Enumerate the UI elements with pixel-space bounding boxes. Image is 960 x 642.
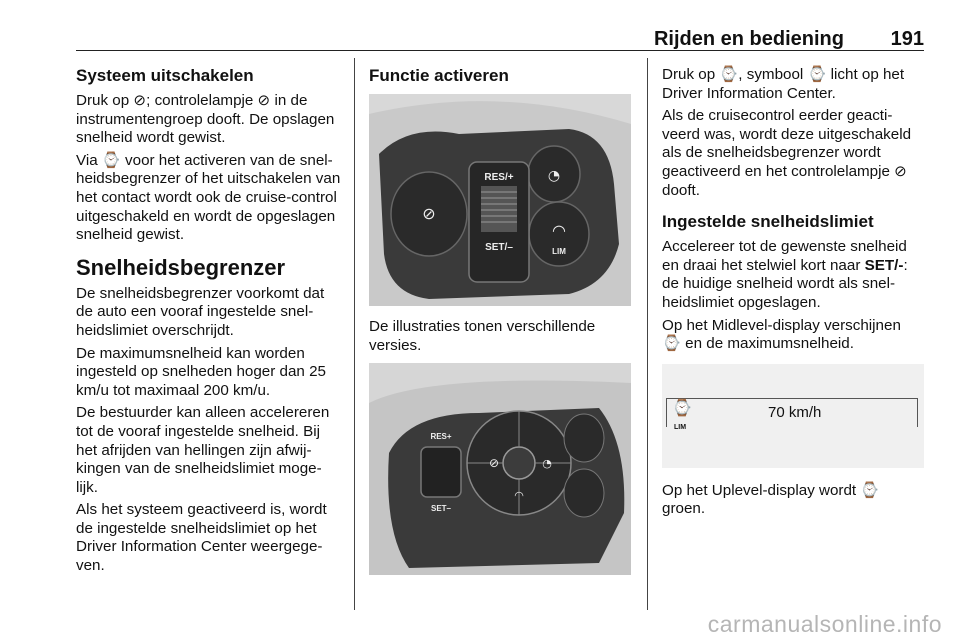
- header-rule: [76, 50, 924, 51]
- heading-activate: Functie activeren: [369, 66, 509, 85]
- heading-speed-limiter: Snelheidsbegrenzer: [76, 254, 286, 280]
- res-label: RES+: [430, 432, 452, 442]
- set-label: SET–: [430, 504, 452, 514]
- column-divider-2: [647, 58, 648, 610]
- paragraph: Als het systeem geactiveerd is, wordt de ingestelde snelheidslimiet op het Driver Information Center weergege-ven.: [76, 501, 327, 575]
- paragraph: De bestuurder kan alleen accelereren tot de vooraf ingestelde snelheid. Bij het afrijden van hellingen zijn afwij-kingen van de snelheidslimiet moge-lijk.: [76, 404, 330, 496]
- speed-value: 70 km/h: [768, 403, 822, 421]
- paragraph: Via ⌚ voor het activeren van de snel-heidsbegrenzer of het uitschakelen van het contact wordt ook de cruise-control uitgeschakeld en wordt de opgeslagen snelheid gewist.: [76, 151, 341, 244]
- paragraph: De snelheidsbegrenzer voorkomt dat de auto een vooraf ingestelde snel-heidslimiet overschrijdt.: [76, 284, 325, 339]
- cancel-icon: ⊘: [488, 456, 500, 471]
- steering-wheel-illustration-1: [369, 94, 631, 306]
- heading-set-limit: Ingestelde snelheidslimiet: [662, 212, 874, 232]
- paragraph: Druk op ⌚, symbool ⌚ licht op het Driver Information Center.: [662, 66, 905, 102]
- set-label: SET/–: [485, 242, 513, 253]
- paragraph: Als de cruisecontrol eerder geacti-veerd was, wordt deze uitgeschakeld als de snelheidsbegrenzer wordt geactiveerd en het controlelampje ⊘ dooft.: [662, 107, 912, 199]
- watermark: carmanualsonline.info: [707, 611, 942, 637]
- paragraph: De maximumsnelheid kan worden ingesteld op snelheden hoger dan 25 km/u tot maximaal 200 km/u.: [76, 344, 326, 399]
- midlevel-display-illustration: [662, 364, 924, 468]
- column-2: [369, 66, 635, 575]
- paragraph: Druk op ⊘; controlelampje ⊘ in de instrumentengroep dooft. De opslagen snelheid wordt gewist.: [76, 92, 335, 147]
- steering-wheel-illustration-2: [369, 363, 631, 575]
- lim-label: LIM: [552, 247, 566, 256]
- cancel-icon: ⊘: [422, 204, 436, 223]
- paragraph: Op het Uplevel-display wordt ⌚ groen.: [662, 481, 880, 518]
- page-number: 191: [890, 28, 924, 50]
- page-header: [76, 22, 924, 50]
- paragraph: [662, 238, 924, 312]
- column-1: [76, 66, 342, 580]
- res-label: RES/+: [484, 172, 514, 183]
- cruise-icon: ◔: [542, 457, 552, 471]
- column-divider-1: [354, 58, 355, 610]
- limiter-icon: ◠: [514, 489, 524, 503]
- set-keyword: SET/-: [864, 256, 904, 274]
- text-part: Accelereer tot de gewenste snelheid en draai het stelwiel kort naar: [662, 238, 907, 274]
- column-3: [662, 66, 924, 523]
- lim-label: LIM: [674, 423, 687, 431]
- heading-system-off: Systeem uitschakelen: [76, 66, 254, 85]
- figure-caption: De illustraties tonen verschillende versies.: [369, 318, 596, 354]
- limiter-icon: ◠: [552, 221, 566, 240]
- limiter-icon: ⌚: [672, 399, 692, 417]
- paragraph: Op het Midlevel-display verschijnen ⌚ en de maximumsnelheid.: [662, 316, 901, 353]
- section-title: Rijden en bediening: [653, 28, 844, 50]
- cruise-icon: ◔: [547, 168, 561, 184]
- text-part: : de huidige snelheid wordt als snel-heidslimiet opgeslagen.: [662, 256, 908, 311]
